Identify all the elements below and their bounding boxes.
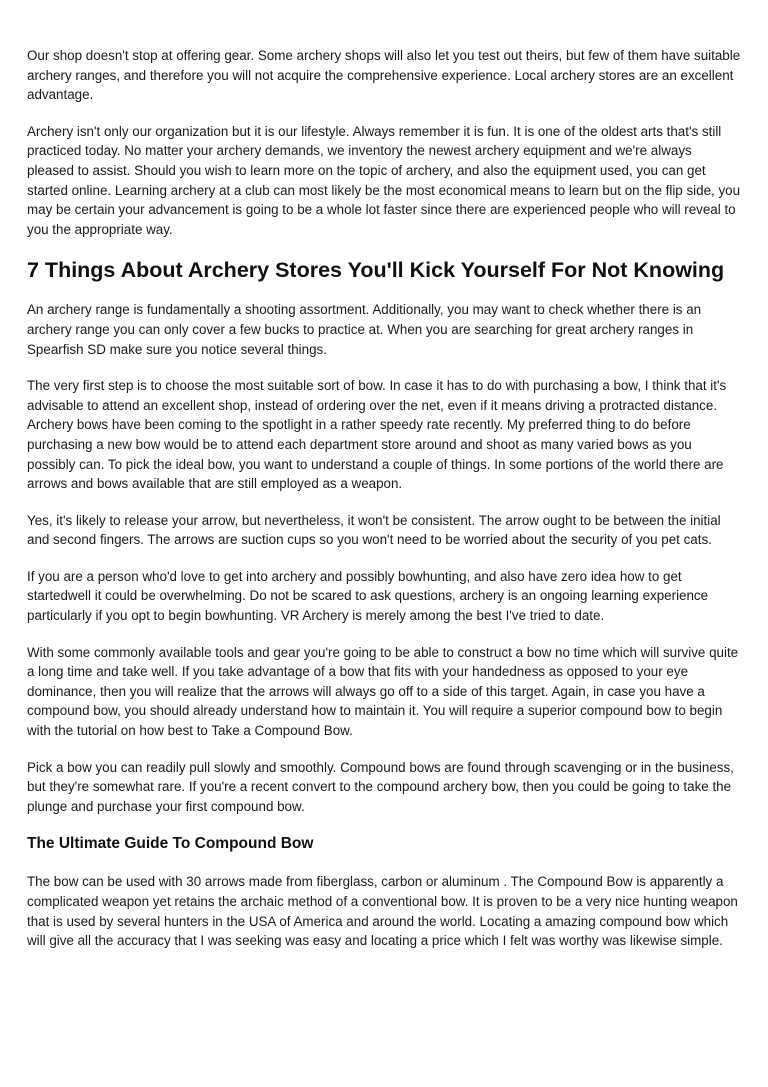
body-paragraph: The very first step is to choose the most suitable sort of bow. In case it has to do with purchasing a bow, I think that it's advisable to attend an excellent shop, instead of ordering over the net, even if it means driving a protracted distance. Archery bows have been coming to the spotlight in a rather speedy rate recently. My preferred thing to do before purchasing a new bow would be to attend each department store around and shoot as many varied bows as you possibly can. To pick the ideal bow, you want to understand a couple of things. In some portions of the world there are arrows and bows available that are still employed as a weapon. [27, 378, 727, 492]
body-paragraph: The bow can be used with 30 arrows made from fiberglass, carbon or aluminum . The Compound Bow is apparently a complicated weapon yet retains the archaic method of a conventional bow. It is proven to be a very nice hunting weapon that is used by several hunters in the USA of America and around the world. Locating a amazing compound bow which will give all the accuracy that I was seeking was easy and locating a price which I felt was worthy was likewise simple. [27, 874, 738, 949]
section-heading-archery-stores: 7 Things About Archery Stores You'll Kick Yourself For Not Knowing [27, 258, 725, 283]
intro-paragraph: Our shop doesn't stop at offering gear. Some archery shops will also let you test out theirs, but few of them have suitable archery ranges, and therefore you will not acquire the comprehensive experience. Local archery stores are an excellent advantage. [27, 48, 741, 103]
body-paragraph: With some commonly available tools and gear you're going to be able to construct a bow no time which will survive quite a long time and take well. If you take advantage of a bow that fits with your handedness as opposed to your eye dominance, then you will realize that the arrows will always go off to a side of this target. Again, in case you have a compound bow, you should already understand how to maintain it. You will require a superior compound bow to begin with the tutorial on how best to Take a Compound Bow. [27, 644, 739, 739]
body-paragraph: Pick a bow you can readily pull slowly and smoothly. Compound bows are found through scavenging or in the business, but they're somewhat rare. If you're a recent convert to the compound archery bow, then you could be going to take the plunge and purchase your first compound bow. [27, 759, 734, 814]
body-paragraph: An archery range is fundamentally a shooting assortment. Additionally, you may want to check whether there is an archery range you can only cover a few bucks to practice at. When you are searching for great archery ranges in Spearfish SD make sure you notice several things. [27, 302, 702, 357]
body-paragraph: If you are a person who'd love to get into archery and possibly bowhunting, and also have zero idea how to get startedwell it could be overwhelming. Do not be scared to ask questions, archery is an ongoing learning experience particularly if you opt to begin bowhunting. VR Archery is merely among the best I've tried to date. [27, 568, 709, 624]
section-heading-compound-bow: The Ultimate Guide To Compound Bow [27, 835, 314, 853]
body-paragraph: Yes, it's likely to release your arrow, but nevertheless, it won't be consistent. The arrow ought to be between the initial and second fingers. The arrows are suction cups so you won't need to be worried about the security of you pet cats. [27, 512, 721, 548]
intro-paragraph: Archery isn't only our organization but it is our lifestyle. Always remember it is fun. It is one of the oldest arts that's still practiced today. No matter your archery demands, we inventory the newest archery equipment and we're always pleased to assist. Should you wish to learn more on the topic of archery, and also the equipment used, you can get started online. Learning archery at a club can most likely be the most economical means to learn but on the flip side, you may be certain your advancement is going to be a whole lot faster since there are experienced people who will reveal to you the appropriate way. [27, 123, 741, 237]
